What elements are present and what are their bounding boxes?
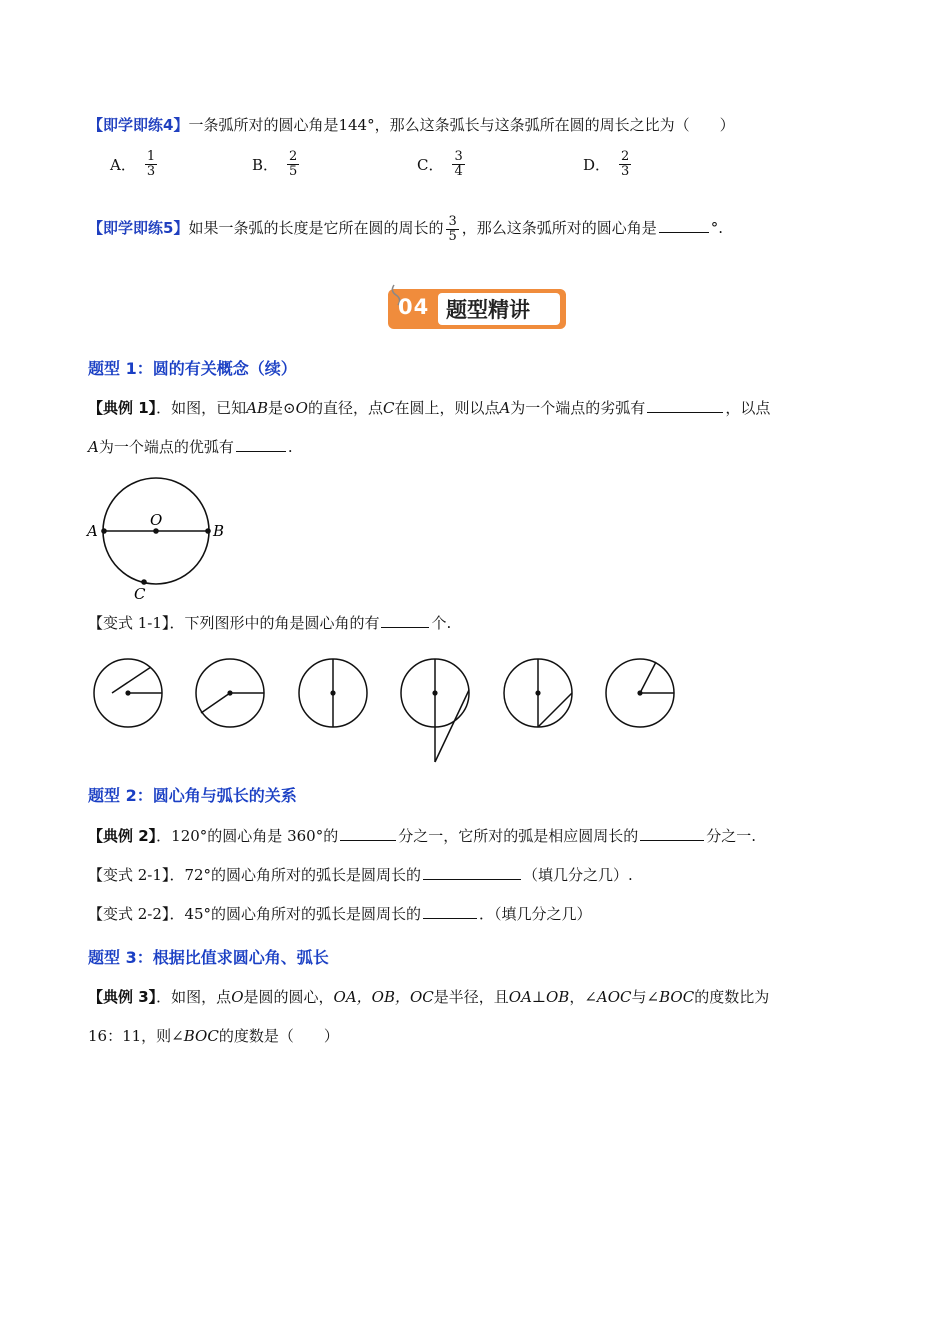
- practice5-question: [88, 208, 910, 248]
- example1-text-2: 是⊙: [268, 399, 296, 417]
- example1-blank-major-arcs[interactable]: [236, 436, 286, 452]
- figure-circle-2: [196, 659, 264, 727]
- example2-blank-2[interactable]: [640, 825, 704, 841]
- example3-text-e: 与: [631, 988, 647, 1006]
- option-c: [417, 150, 468, 179]
- example3-line2: [88, 1025, 910, 1047]
- example1-text-5: 为一个端点的劣弧有: [510, 399, 646, 417]
- example3-text-c: 是半径，且: [433, 988, 509, 1006]
- option-d-fraction: [619, 150, 631, 179]
- point-b: [205, 528, 211, 534]
- point-o: [153, 528, 159, 534]
- practice4-tag: 【即学即练4】: [88, 116, 189, 134]
- point-c: [141, 579, 147, 585]
- point-a: [101, 528, 107, 534]
- variant1-1-tag: 【变式 1-1】: [88, 614, 170, 632]
- example3-text-h: 的度数是（ ）: [218, 1027, 339, 1045]
- option-b: [252, 150, 302, 179]
- option-a: [110, 150, 160, 179]
- option-c-numerator: 3: [454, 149, 463, 164]
- example3-tag: 【典例 3】: [88, 988, 157, 1006]
- example1-figure: [80, 470, 240, 610]
- variant1-1-blank[interactable]: [381, 612, 429, 628]
- variant2-2-text-b: ．（填几分之几）: [479, 905, 592, 923]
- variant2-2-text-a: ．45°的圆心角所对的弧长是圆周长的: [169, 905, 422, 923]
- figure-circle-5: [504, 659, 572, 727]
- option-b-fraction: [287, 150, 299, 179]
- practice5-numerator: 3: [448, 213, 457, 229]
- example2-text-c: 分之一.: [706, 827, 756, 845]
- type1-heading: 题型 1：圆的有关概念（续）: [88, 359, 297, 378]
- example2-line: [88, 825, 910, 847]
- variant1-1-figures: [88, 650, 688, 770]
- banner-text: [386, 283, 568, 333]
- figure-circle-4: [401, 659, 469, 762]
- example1-tag: 【典例 1】: [88, 399, 157, 417]
- variant2-1-text-a: ．72°的圆心角所对的弧长是圆周长的: [169, 866, 422, 884]
- example3-radii: OA，OB，OC: [333, 988, 434, 1006]
- banner-number: 04: [398, 295, 430, 319]
- example1-a: A: [499, 399, 511, 417]
- example3-angle-aoc: ∠AOC: [584, 988, 632, 1006]
- option-a-label: A．: [110, 156, 136, 174]
- variant2-1-blank[interactable]: [423, 864, 521, 880]
- option-c-denominator: 4: [454, 164, 463, 179]
- option-d-numerator: 2: [621, 149, 630, 164]
- example1-text-6: ，以点: [725, 399, 771, 417]
- example1-text-1: ．如图，已知: [156, 399, 247, 417]
- example3-text-g: 16：11，则: [88, 1027, 172, 1045]
- variant1-1-line: [88, 612, 910, 634]
- variant1-1-text-b: 个.: [431, 614, 452, 632]
- variant2-2-tag: 【变式 2-2】: [88, 905, 170, 923]
- example1-o: O: [295, 399, 308, 417]
- label-c: C: [134, 585, 146, 603]
- example1-ab: AB: [246, 399, 269, 417]
- example2-tag: 【典例 2】: [88, 827, 157, 845]
- example1-text-4: 在圆上，则以点: [394, 399, 500, 417]
- section-banner: [386, 283, 568, 333]
- practice5-answer-blank[interactable]: [659, 217, 709, 233]
- variant2-1-tag: 【变式 2-1】: [88, 866, 170, 884]
- example1-text-3: 的直径，点: [307, 399, 383, 417]
- option-a-numerator: 1: [146, 149, 156, 164]
- option-b-label: B．: [252, 156, 279, 174]
- practice5-text-c: °.: [710, 219, 724, 237]
- figure-circle-6: [606, 659, 674, 727]
- practice5-tag: 【即学即练5】: [88, 219, 189, 237]
- option-b-denominator: 5: [289, 164, 298, 179]
- practice5-fraction: [446, 215, 458, 244]
- example3-text-f: 的度数比为: [694, 988, 770, 1006]
- example2-blank-1[interactable]: [340, 825, 396, 841]
- example1-line2: [88, 436, 910, 458]
- variant2-2-line: [88, 903, 910, 925]
- option-a-denominator: 3: [146, 164, 156, 179]
- example1-line1: [88, 397, 910, 419]
- example3-o: O: [231, 988, 244, 1006]
- example3-angle-boc: ∠BOC: [646, 988, 695, 1006]
- example3-text-a: ．如图，点: [156, 988, 232, 1006]
- variant1-1-text-a: ．下列图形中的角是圆心角的有: [169, 614, 380, 632]
- example3-text-d: ，: [569, 988, 585, 1006]
- example3-angle-boc-2: ∠BOC: [171, 1027, 219, 1045]
- example1-text-8: .: [287, 438, 293, 456]
- practice5-text-a: 如果一条弧的长度是它所在圆的周长的: [188, 219, 444, 237]
- example3-text-b: 是圆的圆心，: [243, 988, 334, 1006]
- figure-circle-3: [299, 659, 367, 727]
- example3-perp: OA⊥OB: [508, 988, 570, 1006]
- variant2-2-blank[interactable]: [423, 903, 477, 919]
- label-o: O: [150, 511, 163, 529]
- example1-blank-minor-arcs[interactable]: [647, 397, 723, 413]
- practice4-question: [88, 114, 910, 136]
- practice5-denominator: 5: [448, 228, 457, 244]
- example2-text-a: ．120°的圆心角是 360°的: [156, 827, 339, 845]
- option-a-fraction: [145, 150, 157, 179]
- example1-text-7: 为一个端点的优弧有: [98, 438, 234, 456]
- practice5-text-b: ，那么这条弧所对的圆心角是: [461, 219, 657, 237]
- practice4-text: 一条弧所对的圆心角是144°，那么这条弧长与这条弧所在圆的周长之比为（ ）: [188, 116, 735, 134]
- option-b-numerator: 2: [289, 149, 298, 164]
- example1-a-2: A: [88, 438, 99, 456]
- example3-line1: [88, 986, 910, 1008]
- example2-text-b: 分之一，它所对的弧是相应圆周长的: [398, 827, 639, 845]
- type3-heading: 题型 3：根据比值求圆心角、弧长: [88, 948, 329, 967]
- option-c-label: C．: [417, 156, 444, 174]
- example1-c: C: [382, 399, 395, 417]
- variant2-1-text-b: （填几分之几）.: [523, 866, 633, 884]
- label-b: B: [213, 522, 225, 540]
- label-a: A: [87, 522, 98, 540]
- option-d: [583, 150, 634, 179]
- type2-heading: 题型 2：圆心角与弧长的关系: [88, 786, 297, 805]
- banner-title: 题型精讲: [446, 298, 530, 322]
- figure-circle-1: [94, 659, 162, 727]
- option-d-denominator: 3: [621, 164, 630, 179]
- option-d-label: D．: [583, 156, 611, 174]
- option-c-fraction: [452, 150, 464, 179]
- variant2-1-line: [88, 864, 910, 886]
